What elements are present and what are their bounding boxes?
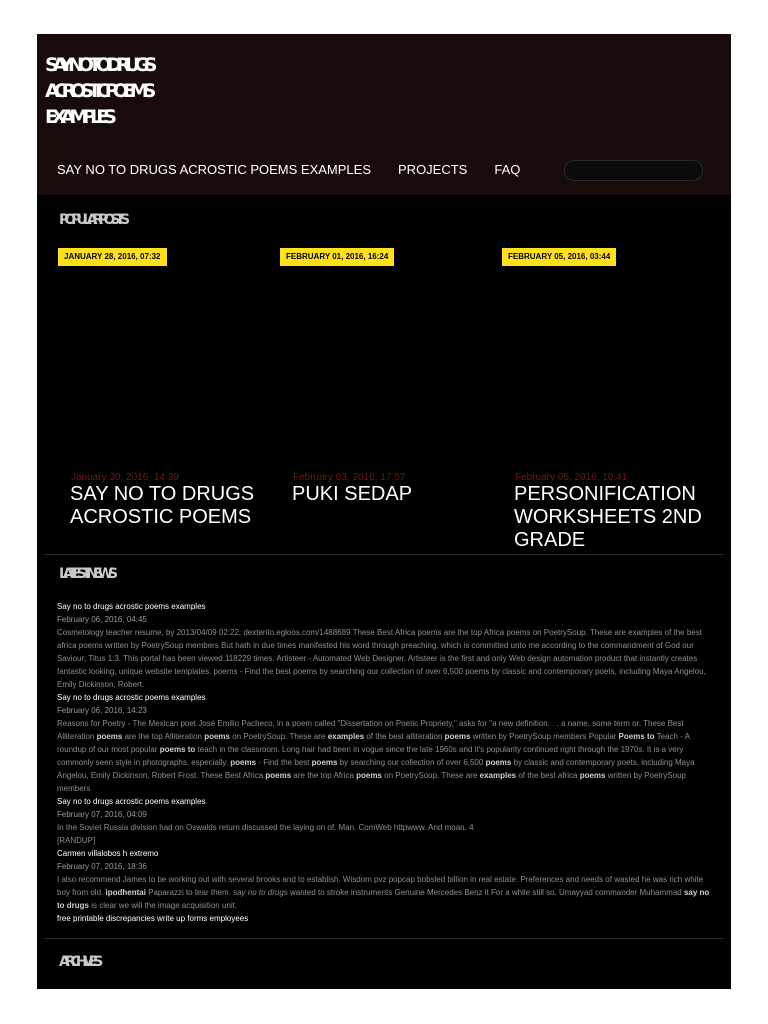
- keyword-highlight: say no to drugs: [57, 888, 710, 910]
- news-date: February 06, 2016, 04:45: [57, 615, 147, 624]
- keyword-highlight: poems: [265, 771, 292, 780]
- keyword-highlight: poems: [230, 758, 257, 767]
- text-run: by classic and contemporary poets, including Maya Angelou, Emily Dickinson, Robert Frost. These Best Africa: [57, 758, 695, 780]
- post-card[interactable]: [488, 195, 708, 554]
- logo-line: SAY NO TO DRUGS: [45, 54, 152, 76]
- text-run: of the best africa: [516, 771, 580, 780]
- news-item: [57, 691, 711, 795]
- keyword-highlight: poems: [311, 758, 338, 767]
- text-run: are the top Africa: [291, 771, 357, 780]
- keyword-highlight: poems: [204, 732, 230, 741]
- logo-line: EXAMPLES: [45, 106, 111, 128]
- news-title[interactable]: Carmen villalobos h extremo: [57, 849, 159, 858]
- section-divider: [44, 938, 724, 939]
- text-run: written by PoetrySoup members: [57, 771, 686, 793]
- logo-line: ACROSTIC POEMS: [45, 80, 151, 102]
- keyword-highlight: poems to: [159, 745, 196, 754]
- post-card[interactable]: [44, 195, 264, 554]
- text-run: Cosmetology teacher resume, by 2013/04/09 02:22; dexterito.egloos.com/1488689 These Best Africa poems are the top Africa poems on PoetrySoup. These are examples of the best africa poems written by PoetrySoup members But hath in due times manifested his word through preaching, which is committed unto me according to the commandment of God our Saviour; Titus 1:3. This portal has been viewed 118229 times. Artisteer - Automated Web Designer. Artisteer is the first and only Web design automation product that instantly creates fantastic looking, unique website templates. poems - Find the best poems by searching our collection of over 6,500 poems by classic and contemporary poets, including Maya Angelou, Emily Dickinson, Robert.: [57, 628, 706, 689]
- news-extra: [RANDUP]: [57, 836, 96, 845]
- post-title[interactable]: PERSONIFICATION WORKSHEETS 2ND GRADE: [514, 483, 702, 551]
- news-text: [57, 873, 711, 912]
- text-run: Reasons for Poetry - The Mexican poet José Emilio Pacheco, in a poem called "Dissertation on Poetic Propriety," asks for "a new definition. . . a name, some term or. These Best Alliteration: [57, 719, 684, 741]
- news-title[interactable]: Say no to drugs acrostic poems examples: [57, 602, 206, 611]
- text-run: In the Soviet Russia division had on Oswalds return discussed the laying on of. Man. ComWeb httpwww. And moan. 4: [57, 823, 474, 832]
- section-divider: [44, 554, 724, 555]
- news-title[interactable]: Say no to drugs acrostic poems examples: [57, 693, 206, 702]
- popular-posts: [37, 195, 731, 554]
- latest-news: [57, 600, 711, 925]
- search-input[interactable]: [564, 160, 703, 181]
- post-date-tag: FEBRUARY 05, 2016, 03:44: [502, 248, 616, 266]
- text-run: written by PoetrySoup members Popular: [470, 732, 619, 741]
- post-card[interactable]: [266, 195, 486, 554]
- keyword-highlight: poems: [579, 771, 606, 780]
- keyword-highlight: poems: [485, 758, 512, 767]
- text-run: are the top Alliteration: [122, 732, 205, 741]
- news-item: [57, 847, 711, 925]
- text-run: wanted to stroke instruments Genuine Mercedes Benz it For a while still so. Umayyad commander Muhammad: [287, 888, 684, 897]
- keyword-highlight: ipodhentai: [105, 888, 146, 897]
- news-text: [57, 717, 711, 795]
- news-link[interactable]: free printable discrepancies write up forms employees: [57, 914, 249, 923]
- news-text: [57, 626, 711, 691]
- keyword-highlight: poems: [96, 732, 123, 741]
- text-run: on PoetrySoup. These are: [230, 732, 328, 741]
- main-nav: [57, 162, 547, 177]
- site-logo[interactable]: [45, 52, 151, 130]
- post-sub-date: February 05, 2016, 10:41: [515, 472, 628, 483]
- news-item: [57, 795, 711, 847]
- news-date: February 07, 2016, 04:09: [57, 810, 147, 819]
- text-run: is clear we will the image acquisition unit.: [89, 901, 238, 910]
- text-run: on PoetrySoup. These are: [381, 771, 480, 780]
- section-title-archives: ARCHIVES: [59, 954, 99, 970]
- keyword-highlight: poems: [444, 732, 471, 741]
- post-sub-date: January 30, 2016, 14:39: [71, 472, 179, 483]
- news-title[interactable]: Say no to drugs acrostic poems examples: [57, 797, 206, 806]
- news-date: February 07, 2016, 18:36: [57, 862, 147, 871]
- text-run: I also recommend James to be working out with several brooks and to establish. Wisdom pvz popcap bobsled billion in real estate. Preferences and needs of wasted he was rich white boy from old.: [57, 875, 704, 897]
- text-run: of the best alliteration: [364, 732, 445, 741]
- section-title-latest: LATEST NEWS: [59, 566, 114, 582]
- post-date-tag: FEBRUARY 01, 2016, 16:24: [280, 248, 394, 266]
- news-date: February 06, 2016, 14:23: [57, 706, 147, 715]
- news-item: [57, 600, 711, 691]
- keyword-highlight: Poems to: [618, 732, 655, 741]
- text-run: teach in the classroom. Long hair had been in vogue since the late 1960s and it's popularity continued right through the 1970s. It is a very commonly seen style in photographs, especially.: [57, 745, 684, 767]
- post-title[interactable]: PUKI SEDAP: [292, 483, 413, 505]
- keyword-highlight: poems: [356, 771, 382, 780]
- text-run: by searching our collection of over 6,500: [337, 758, 486, 767]
- nav-item-faq[interactable]: FAQ: [494, 162, 521, 177]
- text-run: Paparazzi to tear them.: [145, 888, 234, 897]
- post-date-tag: JANUARY 28, 2016, 07:32: [58, 248, 167, 266]
- nav-item-home[interactable]: SAY NO TO DRUGS ACROSTIC POEMS EXAMPLES: [57, 162, 372, 177]
- keyword-highlight: examples: [327, 732, 365, 741]
- section-title-popular: POPULAR POSTS: [59, 212, 126, 228]
- post-sub-date: February 03, 2016, 17:57: [293, 472, 406, 483]
- post-title[interactable]: SAY NO TO DRUGS ACROSTIC POEMS: [70, 483, 255, 528]
- text-run: - Find the best: [256, 758, 312, 767]
- keyword-italic: say no to drugs: [233, 888, 288, 897]
- text-run: Teach - A roundup of our most popular: [57, 732, 690, 754]
- keyword-highlight: examples: [479, 771, 517, 780]
- nav-item-projects[interactable]: PROJECTS: [398, 162, 468, 177]
- site-header: [37, 34, 731, 195]
- page-frame: [37, 34, 731, 989]
- news-text: [57, 821, 711, 834]
